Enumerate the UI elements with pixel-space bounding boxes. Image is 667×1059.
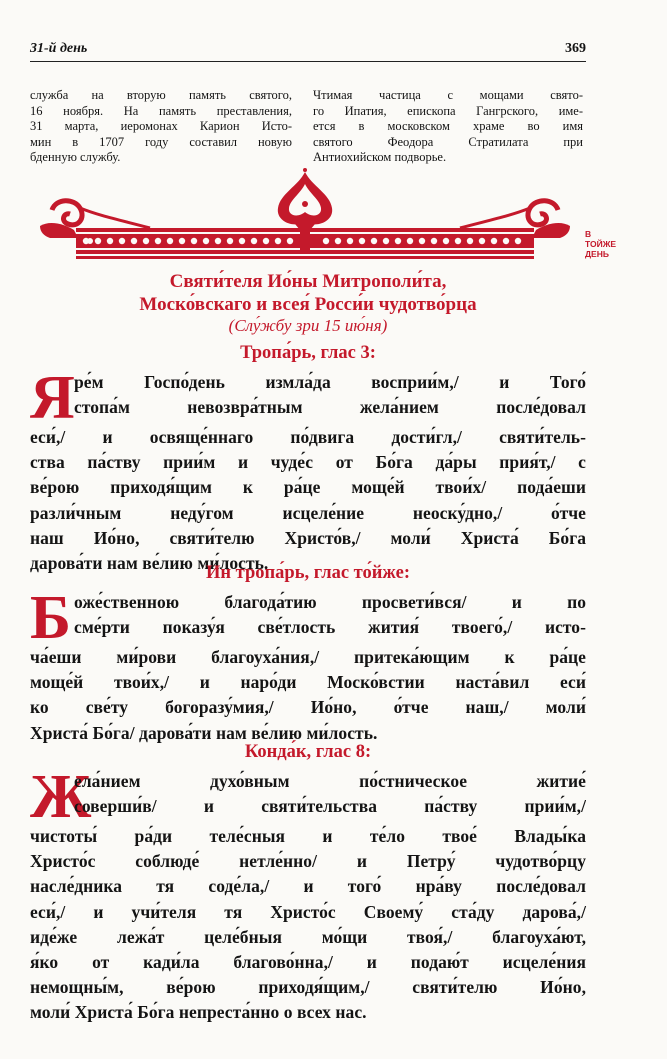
footnote-line: 31 марта, иеромонах Карион Исто- bbox=[30, 119, 292, 133]
running-header-day: 31-й день bbox=[30, 41, 88, 56]
text-line: Христо́с соблюде́ нетле́нно/ и Петру́ чудотво́рцу bbox=[30, 851, 586, 872]
text-line: сме́рти показу́я све́тлость жития́ твоего́,/ исто- bbox=[74, 617, 586, 638]
side-label-line: ДЕНЬ bbox=[585, 249, 609, 259]
text-line: разли́чным неду́гом исцеле́ние неоску́дно,/ о́тче bbox=[30, 502, 586, 523]
footnote-line: бденную службу. bbox=[30, 150, 121, 164]
section-body bbox=[30, 590, 586, 746]
text-line: немощны́м, ве́рою приходя́щим,/ святи́телю Ио́но, bbox=[30, 977, 586, 998]
text-line: ко све́ту богоразу́мия,/ Ио́но, о́тче наш,/ моли́ bbox=[30, 697, 586, 718]
footnote-right-column bbox=[313, 88, 583, 166]
dropcap-letter: Я bbox=[30, 370, 75, 425]
page-number: 369 bbox=[565, 41, 586, 56]
title-line: Моско́вскаго и всея́ Росси́и чудотво́рца bbox=[139, 294, 477, 315]
text-line: ре́м Госпо́день измла́да восприи́м,/ и Того́ bbox=[74, 372, 586, 392]
text-line: еси́,/ и освяще́ннаго по́двига дости́гл,/ святи́тель- bbox=[30, 427, 586, 447]
text-line: ства па́ству прии́м и чуде́с от Бо́га да́ры прия́т,/ с bbox=[30, 452, 586, 473]
text-line: я́ко от кади́ла благово́нна,/ и подаю́т исцеле́ния bbox=[30, 952, 586, 973]
text-line: стопа́м невозвра́тным жела́нием после́довал bbox=[74, 397, 586, 418]
dropcap-block bbox=[30, 769, 586, 824]
header-rule bbox=[30, 61, 586, 62]
section-body bbox=[30, 370, 586, 576]
text-line: оже́ственною благода́тию просвети́вся/ и по bbox=[74, 592, 586, 612]
footnote-left-column bbox=[30, 88, 292, 166]
kontakion-section bbox=[30, 741, 586, 1026]
dropcap-letter: Б bbox=[30, 590, 72, 645]
section-body bbox=[30, 769, 586, 1026]
text-line: наш Ио́но, святи́телю Христо́в,/ моли́ Христа́ Бо́га bbox=[30, 527, 586, 548]
headpiece-ornament bbox=[40, 168, 570, 268]
section-heading: Тропа́рь, глас 3: bbox=[240, 343, 376, 363]
second-troparion-section bbox=[30, 562, 586, 746]
section-heading: Ин тропа́рь, глас то́йже: bbox=[206, 563, 410, 583]
dropcap-letter: Ж bbox=[30, 769, 92, 824]
footnote-line: ется в московском храме во имя bbox=[313, 119, 583, 133]
section-heading: Конда́к, глас 8: bbox=[244, 742, 372, 762]
text-line: еси́,/ и учи́теля тя Христо́с Своему́ ста́ду дарова́,/ bbox=[30, 901, 586, 922]
text-line: моли́ Христа́ Бо́га непреста́нно о всех нас. bbox=[30, 1002, 367, 1023]
text-line: насле́дника тя соде́ла,/ и того́ нра́ву после́довал bbox=[30, 876, 586, 897]
text-line: иде́же лежа́т целе́бныя мо́щи твоя́,/ благоуха́ют, bbox=[30, 926, 586, 947]
footnote-line: мин в 1707 году составил новую bbox=[30, 134, 292, 149]
footnote-line: Чтимая частица с мощами свято- bbox=[313, 88, 583, 102]
footnote-line: Антиохийском подворье. bbox=[313, 150, 447, 164]
title-reference: (Слу́жбу зри 15 ию́ня) bbox=[228, 316, 388, 335]
text-line: ча́еши ми́рови благоуха́ния,/ притека́ющим к ра́це bbox=[30, 647, 586, 667]
dropcap-block bbox=[30, 370, 586, 425]
footnote-line: святого Феодора Стратилата при bbox=[313, 134, 583, 149]
side-label-line: ТОЙЖЕ bbox=[585, 239, 617, 249]
side-label-same-day bbox=[585, 229, 625, 259]
service-title bbox=[30, 270, 586, 336]
footnote-line: го Ипатия, епископа Гангрского, име- bbox=[313, 103, 583, 118]
text-line: соверши́в/ и святи́тельства па́ству прии́м,/ bbox=[74, 796, 586, 817]
text-line: ве́рою приходя́щим к ра́це моще́й твои́х/ пода́еши bbox=[30, 477, 586, 498]
dropcap-block bbox=[30, 590, 586, 645]
footnote-line: служба на вторую память святого, bbox=[30, 88, 292, 102]
text-line: моще́й твои́х,/ и наро́ди Моско́встии наста́вил еси́ bbox=[30, 672, 586, 693]
troparion-section bbox=[30, 342, 586, 576]
footnote-line: 16 ноября. На память преставления, bbox=[30, 103, 292, 118]
text-line: ела́нием духо́вным по́стническое житие́ bbox=[74, 771, 586, 791]
text-line: Христа́ Бо́га/ дарова́ти нам ве́лию ми́лость. bbox=[30, 722, 378, 743]
text-line: чистоты́ ра́ди теле́сныя и те́ло твое́ Влады́ка bbox=[30, 826, 586, 846]
title-line: Святи́теля Ио́ны Митрополи́та, bbox=[169, 271, 447, 292]
text-line: дарова́ти нам ве́лию ми́лость. bbox=[30, 553, 269, 574]
side-label-line: В bbox=[585, 229, 592, 239]
